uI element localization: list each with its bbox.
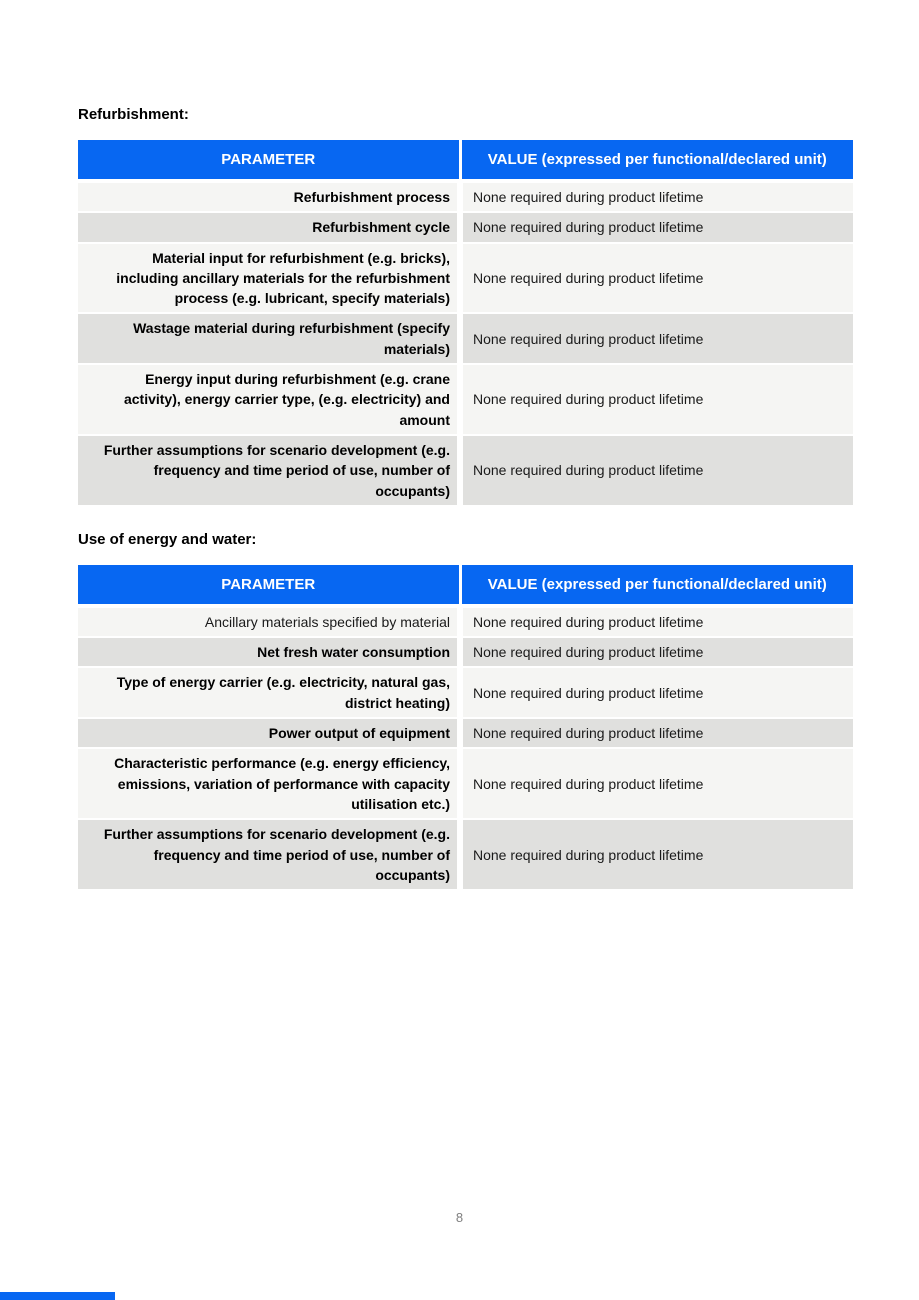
column-header-value: VALUE (expressed per functional/declared unit) [460, 140, 853, 181]
parameter-table [78, 565, 853, 889]
value-cell: None required during product lifetime [460, 212, 853, 242]
column-header-parameter: PARAMETER [78, 565, 460, 606]
table-row [78, 819, 853, 889]
parameter-cell: Further assumptions for scenario development (e.g. frequency and time period of use, number of occupants) [78, 819, 460, 889]
table-row [78, 435, 853, 505]
value-cell: None required during product lifetime [460, 181, 853, 212]
value-cell: None required during product lifetime [460, 637, 853, 667]
parameter-cell: Type of energy carrier (e.g. electricity, natural gas, district heating) [78, 667, 460, 718]
table-row [78, 748, 853, 819]
table-row [78, 313, 853, 364]
table-header-row [78, 565, 853, 606]
column-header-value: VALUE (expressed per functional/declared unit) [460, 565, 853, 606]
section-refurbishment [78, 106, 853, 505]
parameter-cell: Material input for refurbishment (e.g. bricks), including ancillary materials for the refurbishment process (e.g. lubricant, specify materials) [78, 243, 460, 314]
value-cell: None required during product lifetime [460, 748, 853, 819]
value-cell: None required during product lifetime [460, 435, 853, 505]
value-cell: None required during product lifetime [460, 364, 853, 435]
parameter-cell: Power output of equipment [78, 718, 460, 748]
page-number: 8 [455, 1210, 464, 1225]
footer-accent-bar [0, 1292, 115, 1300]
parameter-cell: Characteristic performance (e.g. energy efficiency, emissions, variation of performance with capacity utilisation etc.) [78, 748, 460, 819]
parameter-table [78, 140, 853, 505]
value-cell: None required during product lifetime [460, 819, 853, 889]
parameter-cell: Energy input during refurbishment (e.g. crane activity), energy carrier type, (e.g. electricity) and amount [78, 364, 460, 435]
table-header-row [78, 140, 853, 181]
value-cell: None required during product lifetime [460, 313, 853, 364]
value-cell: None required during product lifetime [460, 606, 853, 637]
section-heading: Refurbishment: [78, 106, 189, 123]
value-cell: None required during product lifetime [460, 667, 853, 718]
table-row [78, 718, 853, 748]
value-cell: None required during product lifetime [460, 718, 853, 748]
section-heading: Use of energy and water: [78, 530, 257, 548]
value-cell: None required during product lifetime [460, 243, 853, 314]
table-row [78, 243, 853, 314]
parameter-cell: Wastage material during refurbishment (specify materials) [78, 313, 460, 364]
column-header-parameter: PARAMETER [78, 140, 460, 181]
parameter-cell: Refurbishment cycle [78, 212, 460, 242]
table-row [78, 181, 853, 212]
table-row [78, 667, 853, 718]
table-row [78, 364, 853, 435]
document-body [78, 106, 853, 897]
table-row [78, 637, 853, 667]
table-row [78, 212, 853, 242]
parameter-cell: Refurbishment process [78, 181, 460, 212]
section-use-of-energy-and-water [78, 531, 853, 889]
parameter-cell: Ancillary materials specified by material [78, 606, 460, 637]
table-row [78, 606, 853, 637]
parameter-cell: Further assumptions for scenario development (e.g. frequency and time period of use, number of occupants) [78, 435, 460, 505]
parameter-cell: Net fresh water consumption [78, 637, 460, 667]
